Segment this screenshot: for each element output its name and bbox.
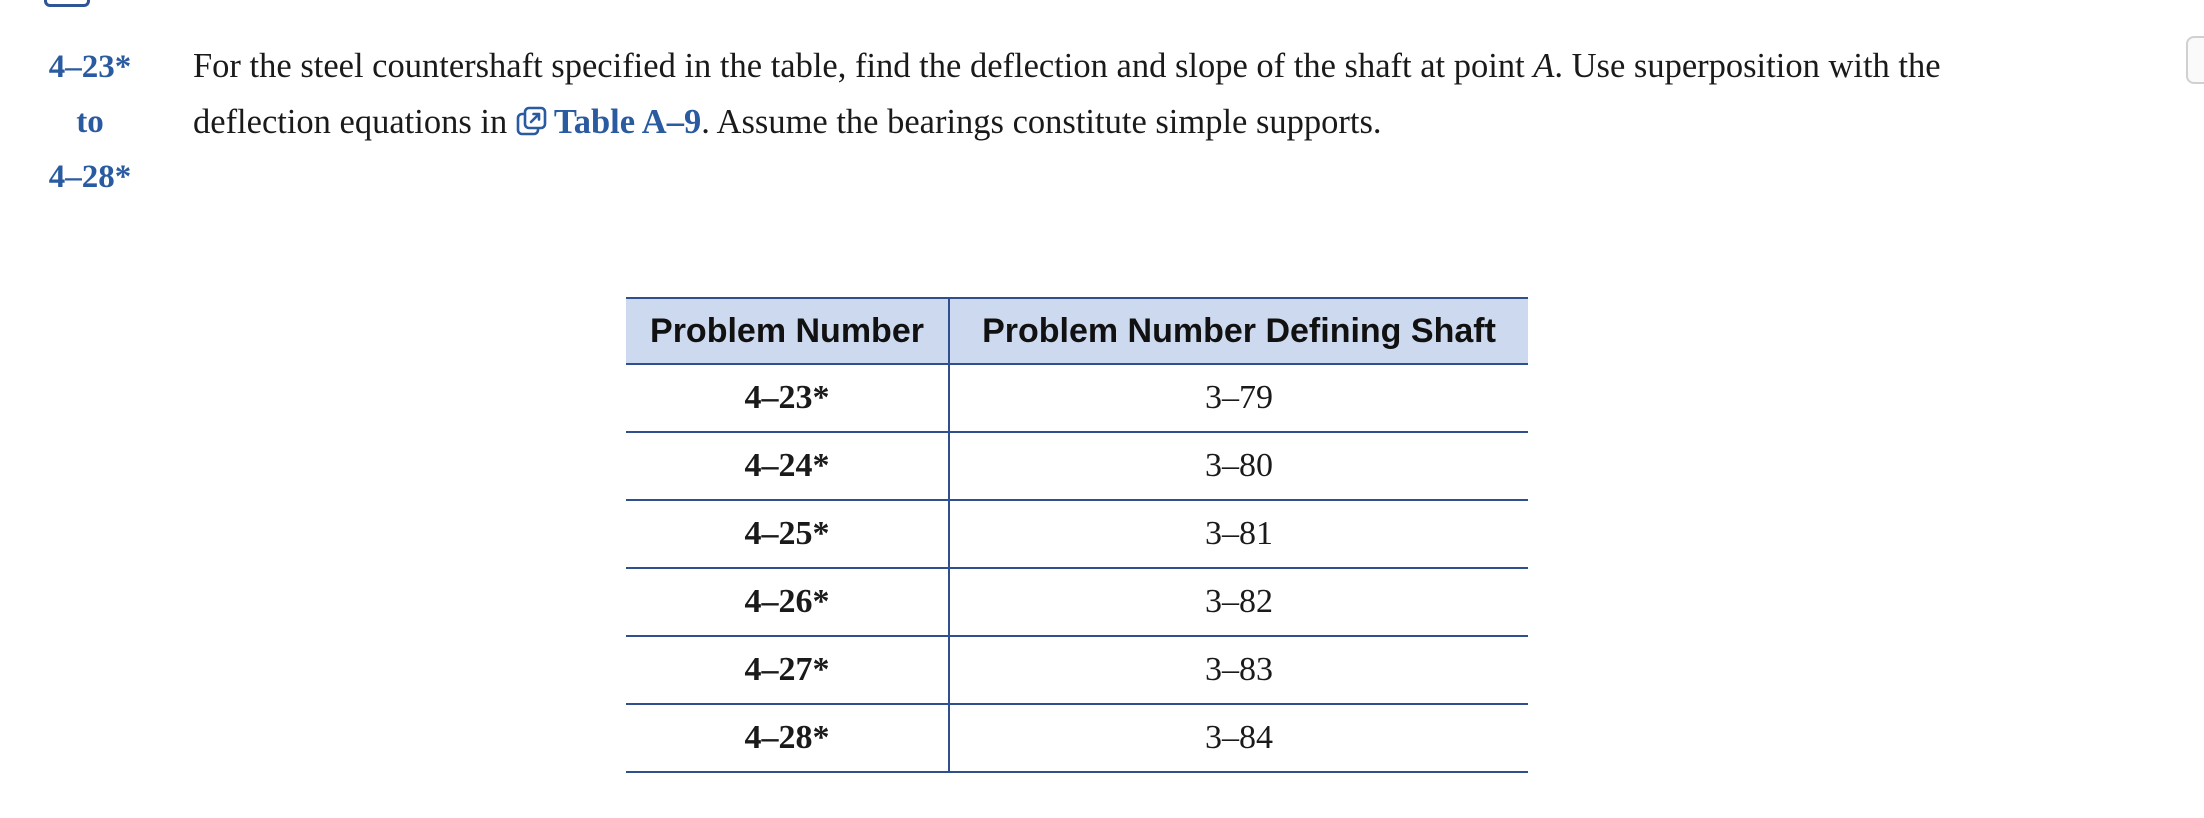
table-row [626, 568, 1528, 636]
statement-text-4: . Assume the bearings constitute simple supports. [701, 103, 1382, 141]
problem-range-start: 4–23* [48, 49, 132, 85]
cell-problem-number: 4–27* [626, 636, 949, 704]
table-a9-link[interactable] [516, 103, 701, 141]
problem-range [30, 40, 150, 205]
statement-line-1 [193, 38, 2153, 94]
table-row [626, 364, 1528, 432]
table-row [626, 704, 1528, 772]
header-problem-number-defining-shaft: Problem Number Defining Shaft [949, 298, 1528, 364]
problem-range-word: to [76, 104, 104, 140]
point-label: A [1533, 47, 1555, 85]
statement-line-2 [193, 94, 2153, 150]
problem-statement [193, 38, 2153, 150]
cell-defining-shaft: 3–81 [949, 500, 1528, 568]
statement-text-1: For the steel countershaft specified in the table, find the deflection and slope of the shaft at point [193, 47, 1534, 85]
cell-problem-number: 4–26* [626, 568, 949, 636]
cell-defining-shaft: 3–79 [949, 364, 1528, 432]
cell-problem-number: 4–23* [626, 364, 949, 432]
cell-defining-shaft: 3–82 [949, 568, 1528, 636]
cropped-scroll-handle[interactable] [2186, 36, 2204, 84]
cell-problem-number: 4–25* [626, 500, 949, 568]
cell-defining-shaft: 3–84 [949, 704, 1528, 772]
cell-defining-shaft: 3–80 [949, 432, 1528, 500]
table-row [626, 636, 1528, 704]
table-link-label: Table A–9 [553, 103, 702, 141]
statement-text-2: . Use superposition with the [1554, 47, 1941, 85]
problem-range-end: 4–28* [48, 159, 132, 195]
cell-defining-shaft: 3–83 [949, 636, 1528, 704]
table-row [626, 500, 1528, 568]
cell-problem-number: 4–28* [626, 704, 949, 772]
statement-text-3: deflection equations in [193, 103, 516, 141]
shaft-table [626, 297, 1528, 773]
table-row [626, 432, 1528, 500]
table-header-row [626, 298, 1528, 364]
cell-problem-number: 4–24* [626, 432, 949, 500]
header-problem-number: Problem Number [626, 298, 949, 364]
external-link-icon [516, 99, 548, 155]
cropped-bookmark-icon [44, 0, 90, 7]
